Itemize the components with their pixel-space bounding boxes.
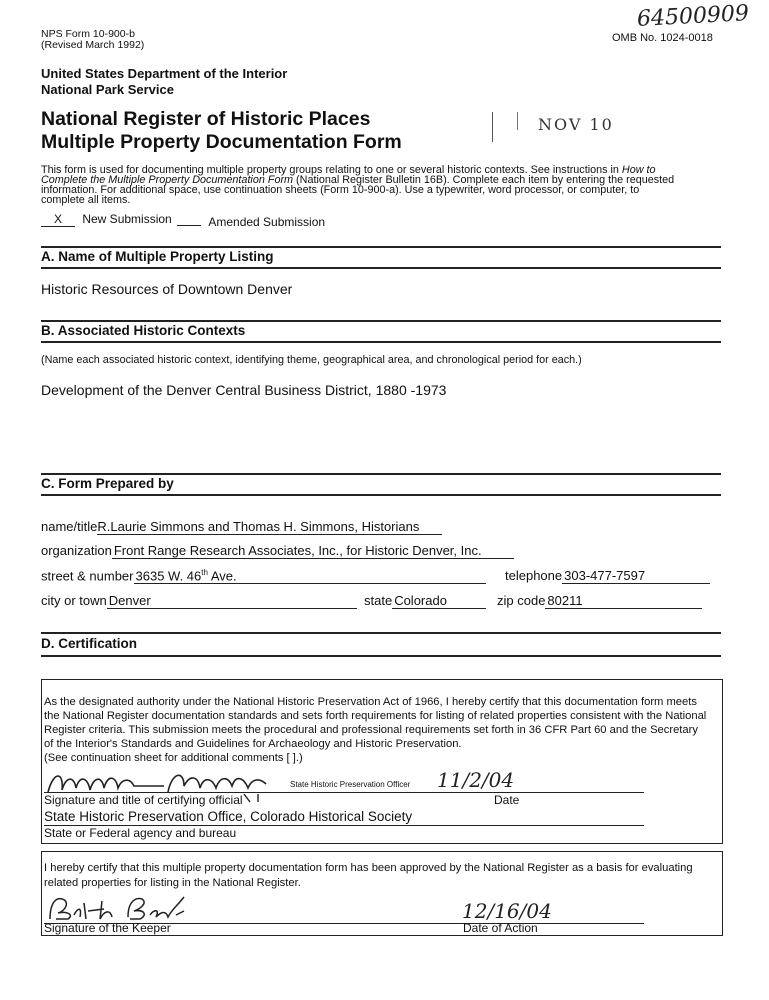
divider: [41, 320, 721, 322]
telephone-value[interactable]: 303-477-7597: [562, 568, 710, 584]
street-value[interactable]: 3635 W. 46th Ave.: [134, 568, 486, 584]
organization-label: organization: [41, 543, 112, 558]
organization-row: [41, 543, 514, 559]
agency-label: State or Federal agency and bureau: [44, 826, 237, 840]
continuation-note: (See continuation sheet for additional comments [ ].): [44, 752, 303, 764]
divider: [41, 655, 721, 657]
new-submission-checkmark: X: [41, 212, 75, 227]
intro-line3: information. For additional space, use continuation sheets (Form 10-900-a). Use a typewriter, word processor, or computer, to: [41, 184, 640, 196]
organization-value[interactable]: Front Range Research Associates, Inc., for Historic Denver, Inc.: [112, 543, 514, 559]
amended-submission-label: Amended Submission: [208, 215, 326, 229]
certification-date-value[interactable]: 11/2/04: [437, 768, 515, 792]
divider: [41, 473, 721, 475]
new-submission-field[interactable]: [41, 212, 172, 227]
section-b-instruction: (Name each associated historic context, identifying theme, geographical area, and chronological period for each.): [41, 354, 582, 366]
department-name: United States Department of the Interior: [41, 66, 288, 81]
section-d-heading: D. Certification: [41, 636, 138, 651]
section-c-heading: C. Form Prepared by: [41, 476, 174, 491]
stamp-mark-line: [517, 112, 518, 130]
intro-line4: complete all items.: [41, 194, 131, 206]
certification-line2: the National Register documentation standards and sets forth requirements for listing of related properties consistent with the National: [44, 710, 707, 722]
zip-value[interactable]: 80211: [545, 593, 702, 609]
telephone-row: [505, 568, 710, 584]
name-title-value[interactable]: R.Laurie Simmons and Thomas H. Simmons, Historians: [97, 519, 442, 535]
multiple-property-name: Historic Resources of Downtown Denver: [41, 281, 293, 297]
keeper-signature-label: Signature of the Keeper: [44, 921, 171, 935]
keeper-line1: I hereby certify that this multiple property documentation form has been approved by the National Register as a basis for evaluating: [44, 862, 693, 874]
section-a-heading: A. Name of Multiple Property Listing: [41, 249, 274, 264]
street-label: street & number: [41, 568, 134, 584]
section-b-heading: B. Associated Historic Contexts: [41, 323, 246, 338]
divider: [41, 632, 721, 634]
omb-number: OMB No. 1024-0018: [612, 32, 713, 44]
name-title-label: name/title: [41, 519, 98, 534]
divider: [41, 267, 721, 269]
street-row: [41, 568, 486, 584]
name-title-row: [41, 519, 442, 535]
divider: [41, 246, 721, 248]
intro-line1: This form is used for documenting multiple property groups relating to one or several historic contexts. See instructions in How to: [41, 164, 656, 176]
form-number: NPS Form 10-900-b: [41, 28, 135, 40]
handwritten-reference: 64500909: [636, 1, 750, 32]
form-title-line2: Multiple Property Documentation Form: [41, 131, 402, 153]
agency-value[interactable]: State Historic Preservation Office, Colorado Historical Society: [44, 809, 413, 824]
received-stamp: NOV 10: [538, 115, 614, 134]
state-row: [364, 593, 486, 609]
city-value[interactable]: Denver: [107, 593, 357, 609]
keeper-line2: related properties for listing in the National Register.: [44, 877, 301, 889]
date-label: Date: [494, 793, 520, 807]
certification-line3: Register criteria. This submission meets the procedural and professional requirements set forth in 36 CFR Part 60 and the Secretary: [44, 724, 698, 736]
state-label: state: [364, 593, 393, 608]
service-name: National Park Service: [41, 82, 174, 97]
signature-label: Signature and title of certifying official: [44, 793, 243, 807]
stamp-mark-line: [492, 112, 493, 142]
keeper-date-value[interactable]: 12/16/04: [462, 899, 552, 923]
divider: [41, 494, 721, 496]
revision-date: (Revised March 1992): [41, 39, 145, 51]
form-title-line1: National Register of Historic Places: [41, 108, 371, 130]
historic-context: Development of the Denver Central Business District, 1880 -1973: [41, 382, 447, 398]
city-label: city or town: [41, 593, 107, 608]
intro-line2: Complete the Multiple Property Documentation Form (National Register Bulletin 16B). Complete each item by entering the requested: [41, 174, 675, 186]
state-value[interactable]: Colorado: [392, 593, 486, 609]
divider: [41, 341, 721, 343]
amended-submission-checkmark: [177, 212, 201, 226]
zip-row: [497, 593, 702, 609]
certification-line4: of the Interior's Standards and Guidelines for Archaeology and Historic Preservation.: [44, 738, 462, 750]
zip-label: zip code: [497, 593, 546, 608]
certification-line1: As the designated authority under the National Historic Preservation Act of 1966, I hereby certify that this documentation form meets: [44, 696, 697, 708]
city-row: [41, 593, 357, 609]
shpo-title-stamp: State Historic Preservation Officer: [290, 780, 411, 789]
telephone-label: telephone: [505, 568, 563, 583]
amended-submission-field[interactable]: [177, 212, 325, 229]
keeper-date-label: Date of Action: [463, 921, 538, 935]
new-submission-label: New Submission: [82, 212, 172, 226]
